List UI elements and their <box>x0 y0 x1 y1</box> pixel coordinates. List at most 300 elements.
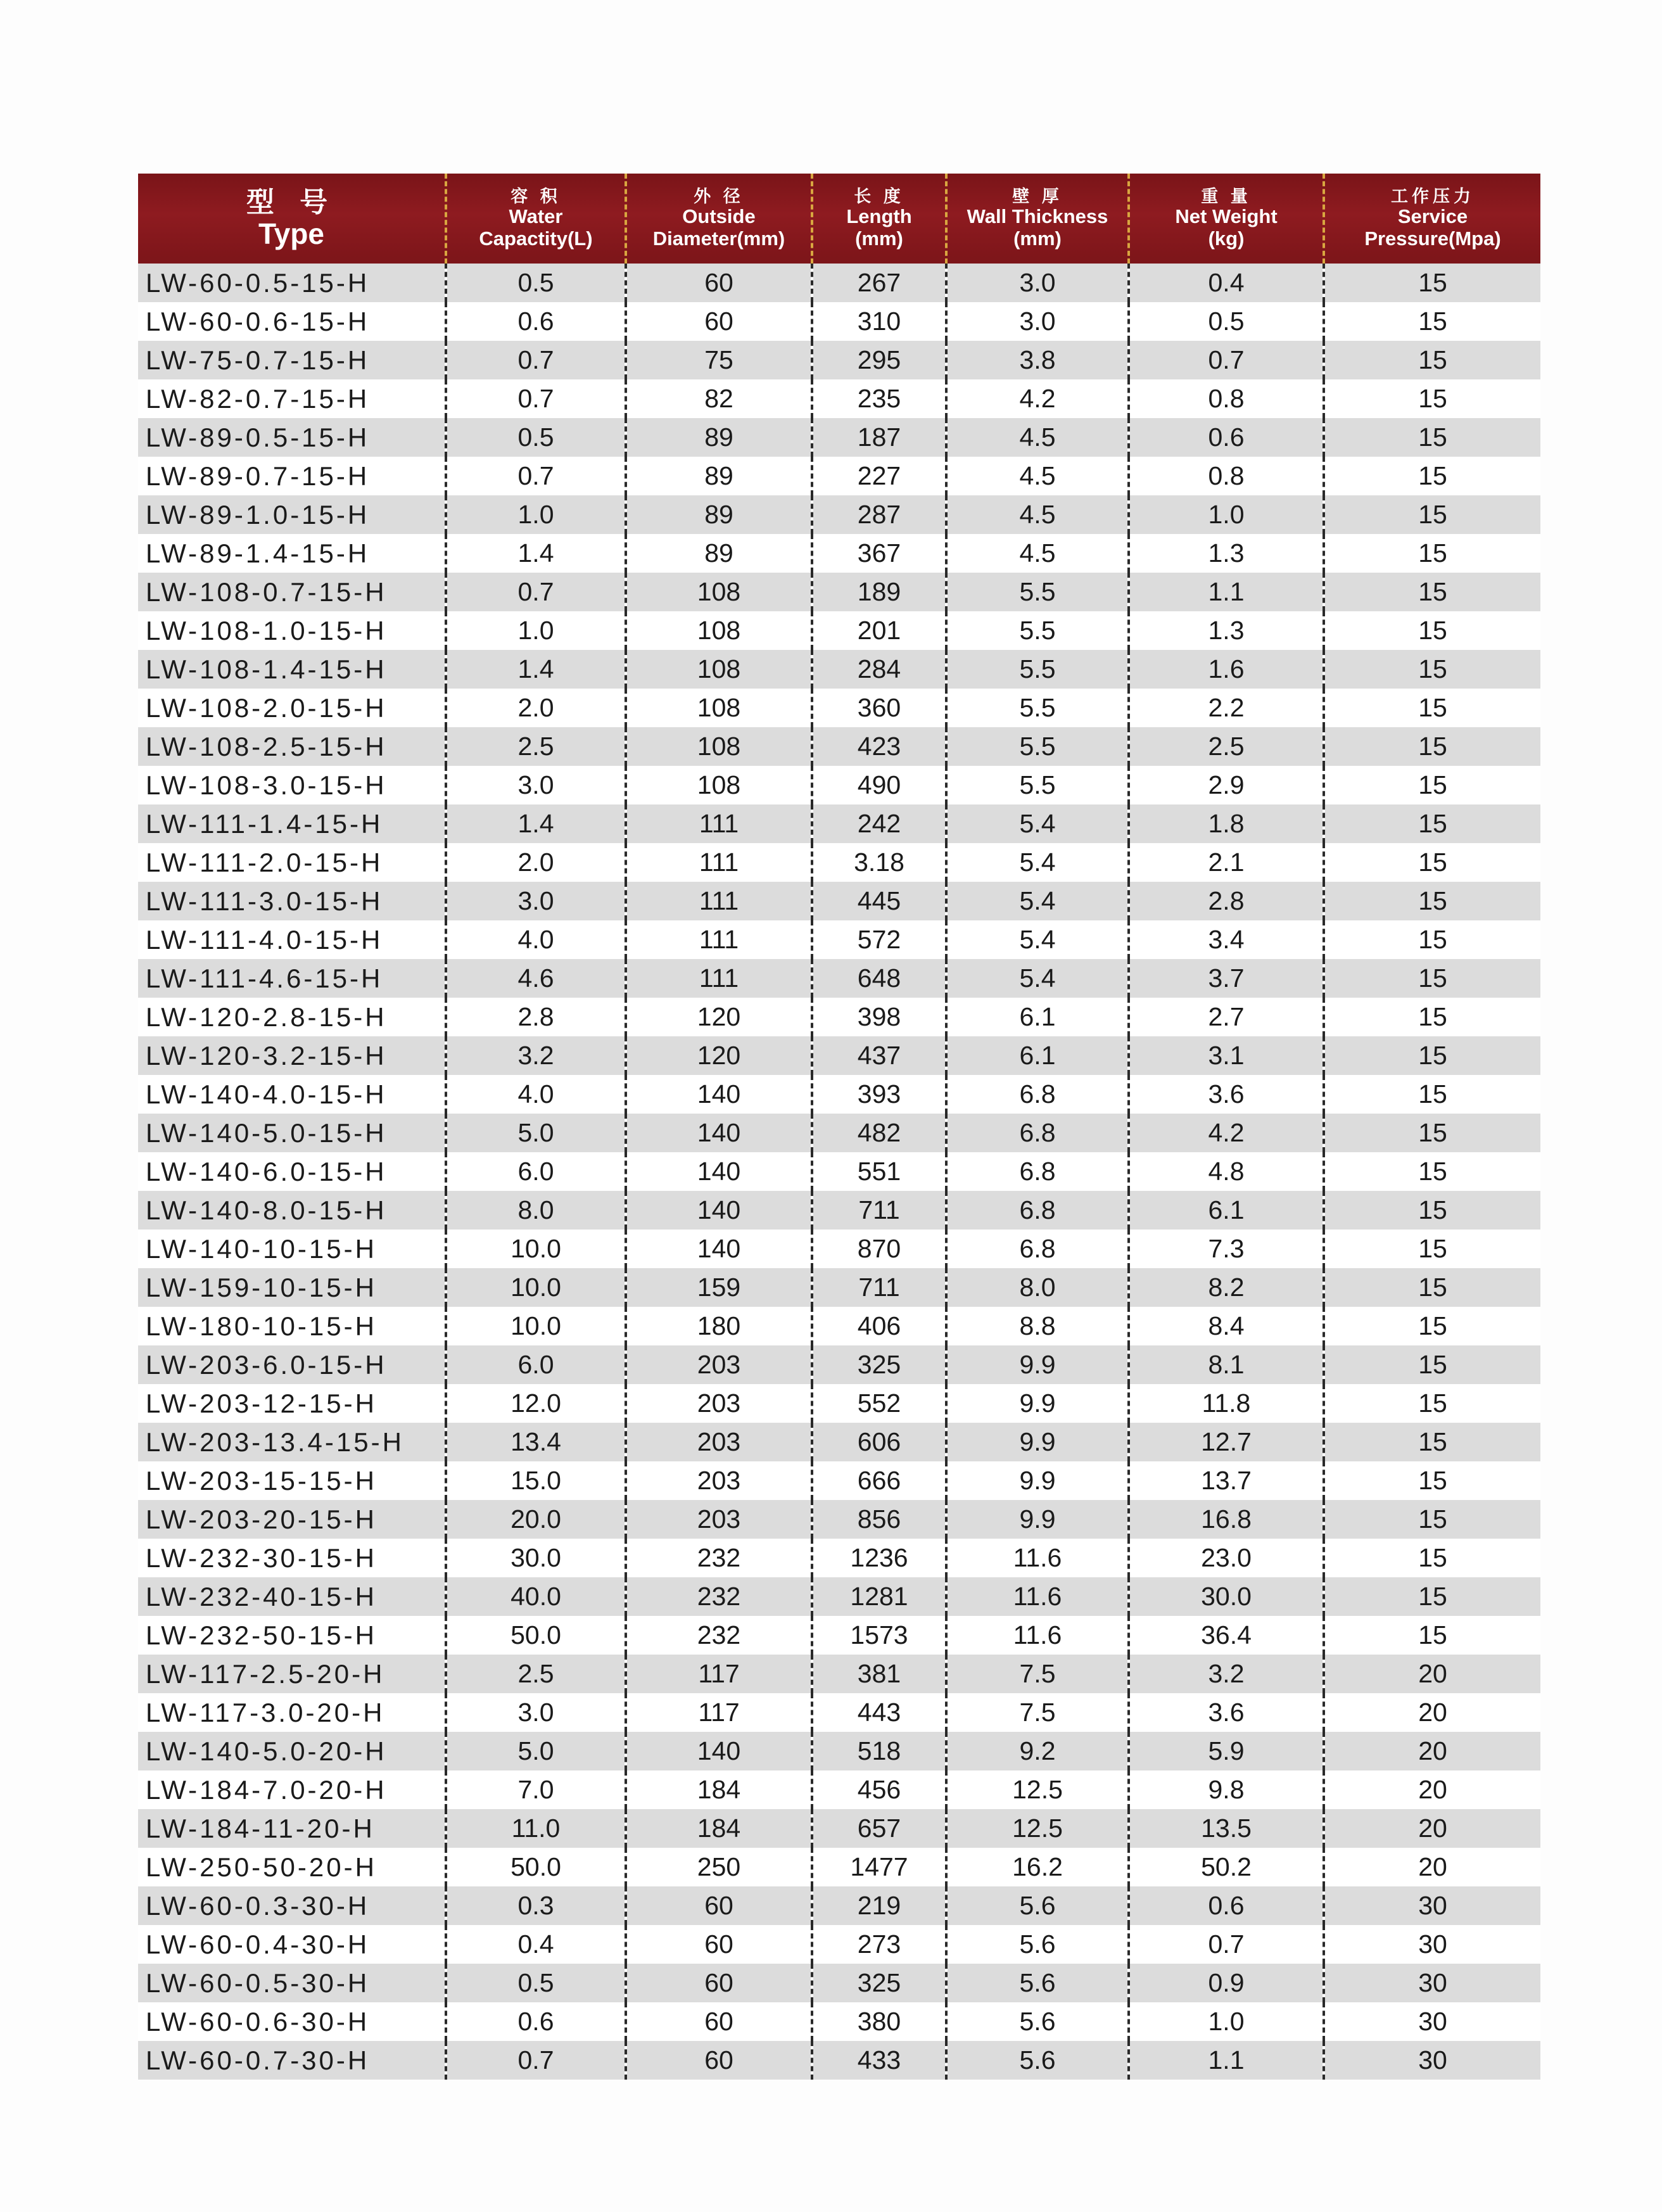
length-cell: 445 <box>812 882 946 920</box>
outside-diameter-cell: 60 <box>626 1925 812 1964</box>
outside-diameter-cell: 108 <box>626 689 812 727</box>
service-pressure-cell: 15 <box>1324 843 1540 882</box>
table-row <box>138 1461 1540 1500</box>
length-cell: 381 <box>812 1655 946 1693</box>
net-weight-cell: 1.6 <box>1129 650 1324 689</box>
wall-thickness-cell: 16.2 <box>946 1848 1129 1886</box>
header-cn: 工作压力 <box>1391 187 1475 207</box>
net-weight-cell: 2.5 <box>1129 727 1324 766</box>
water-capacity-cell: 0.7 <box>446 379 626 418</box>
service-pressure-cell: 15 <box>1324 689 1540 727</box>
service-pressure-cell: 15 <box>1324 650 1540 689</box>
wall-thickness-cell: 6.1 <box>946 998 1129 1036</box>
type-cell: LW-108-3.0-15-H <box>138 766 446 804</box>
outside-diameter-cell: 108 <box>626 611 812 650</box>
net-weight-cell: 1.3 <box>1129 534 1324 573</box>
wall-thickness-cell: 5.6 <box>946 2002 1129 2041</box>
table-row <box>138 573 1540 611</box>
wall-thickness-cell: 5.4 <box>946 920 1129 959</box>
type-cell: LW-159-10-15-H <box>138 1268 446 1307</box>
wall-thickness-cell: 5.5 <box>946 727 1129 766</box>
service-pressure-cell: 15 <box>1324 611 1540 650</box>
wall-thickness-cell: 5.5 <box>946 573 1129 611</box>
net-weight-cell: 0.6 <box>1129 1886 1324 1925</box>
wall-thickness-cell: 4.5 <box>946 418 1129 457</box>
length-cell: 380 <box>812 2002 946 2041</box>
outside-diameter-cell: 184 <box>626 1770 812 1809</box>
table-row <box>138 882 1540 920</box>
length-cell: 572 <box>812 920 946 959</box>
service-pressure-cell: 15 <box>1324 573 1540 611</box>
service-pressure-cell: 30 <box>1324 2002 1540 2041</box>
service-pressure-cell: 15 <box>1324 727 1540 766</box>
service-pressure-cell: 15 <box>1324 1075 1540 1114</box>
wall-thickness-cell: 3.0 <box>946 302 1129 341</box>
outside-diameter-cell: 203 <box>626 1423 812 1461</box>
table-row <box>138 1809 1540 1848</box>
length-cell: 551 <box>812 1152 946 1191</box>
wall-thickness-cell: 11.6 <box>946 1616 1129 1655</box>
water-capacity-cell: 0.7 <box>446 457 626 495</box>
service-pressure-cell: 15 <box>1324 1230 1540 1268</box>
net-weight-cell: 2.9 <box>1129 766 1324 804</box>
table-row <box>138 1114 1540 1152</box>
table-row <box>138 1152 1540 1191</box>
type-cell: LW-140-8.0-15-H <box>138 1191 446 1230</box>
wall-thickness-cell: 5.4 <box>946 882 1129 920</box>
service-pressure-cell: 20 <box>1324 1848 1540 1886</box>
header-cn: 长 度 <box>854 187 904 207</box>
type-cell: LW-140-10-15-H <box>138 1230 446 1268</box>
outside-diameter-cell: 140 <box>626 1114 812 1152</box>
header-en: (mm) <box>855 227 903 250</box>
length-cell: 3.18 <box>812 843 946 882</box>
length-cell: 606 <box>812 1423 946 1461</box>
wall-thickness-cell: 5.4 <box>946 804 1129 843</box>
type-cell: LW-232-50-15-H <box>138 1616 446 1655</box>
water-capacity-cell: 7.0 <box>446 1770 626 1809</box>
service-pressure-cell: 30 <box>1324 1886 1540 1925</box>
header-cn: 型 号 <box>246 186 337 218</box>
net-weight-cell: 2.7 <box>1129 998 1324 1036</box>
type-cell: LW-111-4.6-15-H <box>138 959 446 998</box>
net-weight-cell: 3.1 <box>1129 1036 1324 1075</box>
length-cell: 456 <box>812 1770 946 1809</box>
wall-thickness-cell: 5.4 <box>946 959 1129 998</box>
outside-diameter-cell: 89 <box>626 495 812 534</box>
net-weight-cell: 30.0 <box>1129 1577 1324 1616</box>
wall-thickness-cell: 4.5 <box>946 457 1129 495</box>
length-cell: 393 <box>812 1075 946 1114</box>
wall-thickness-cell: 3.0 <box>946 264 1129 302</box>
water-capacity-cell: 30.0 <box>446 1539 626 1577</box>
header-outside-diameter <box>626 174 812 264</box>
water-capacity-cell: 40.0 <box>446 1577 626 1616</box>
water-capacity-cell: 0.6 <box>446 302 626 341</box>
length-cell: 325 <box>812 1964 946 2002</box>
type-cell: LW-203-6.0-15-H <box>138 1345 446 1384</box>
water-capacity-cell: 8.0 <box>446 1191 626 1230</box>
water-capacity-cell: 0.7 <box>446 341 626 379</box>
outside-diameter-cell: 184 <box>626 1809 812 1848</box>
water-capacity-cell: 1.4 <box>446 804 626 843</box>
header-cn: 容 积 <box>511 187 561 207</box>
outside-diameter-cell: 111 <box>626 804 812 843</box>
length-cell: 423 <box>812 727 946 766</box>
type-cell: LW-89-1.0-15-H <box>138 495 446 534</box>
type-cell: LW-60-0.6-30-H <box>138 2002 446 2041</box>
header-cn: 壁 厚 <box>1012 187 1063 207</box>
table-row <box>138 264 1540 302</box>
table-row <box>138 1036 1540 1075</box>
table-row <box>138 2002 1540 2041</box>
outside-diameter-cell: 140 <box>626 1075 812 1114</box>
table-row <box>138 1423 1540 1461</box>
type-cell: LW-108-0.7-15-H <box>138 573 446 611</box>
net-weight-cell: 1.0 <box>1129 495 1324 534</box>
length-cell: 433 <box>812 2041 946 2080</box>
water-capacity-cell: 0.6 <box>446 2002 626 2041</box>
type-cell: LW-232-40-15-H <box>138 1577 446 1616</box>
wall-thickness-cell: 5.4 <box>946 843 1129 882</box>
water-capacity-cell: 10.0 <box>446 1307 626 1345</box>
water-capacity-cell: 2.0 <box>446 689 626 727</box>
water-capacity-cell: 10.0 <box>446 1268 626 1307</box>
header-en: Pressure(Mpa) <box>1364 227 1501 250</box>
wall-thickness-cell: 8.8 <box>946 1307 1129 1345</box>
net-weight-cell: 1.8 <box>1129 804 1324 843</box>
table-row <box>138 611 1540 650</box>
wall-thickness-cell: 9.9 <box>946 1345 1129 1384</box>
header-en: Water <box>509 205 563 228</box>
net-weight-cell: 8.1 <box>1129 1345 1324 1384</box>
table-row <box>138 2041 1540 2080</box>
header-net-weight <box>1129 174 1324 264</box>
length-cell: 187 <box>812 418 946 457</box>
water-capacity-cell: 50.0 <box>446 1848 626 1886</box>
length-cell: 310 <box>812 302 946 341</box>
length-cell: 1281 <box>812 1577 946 1616</box>
water-capacity-cell: 0.3 <box>446 1886 626 1925</box>
type-cell: LW-117-2.5-20-H <box>138 1655 446 1693</box>
type-cell: LW-111-1.4-15-H <box>138 804 446 843</box>
outside-diameter-cell: 111 <box>626 959 812 998</box>
table-row <box>138 1770 1540 1809</box>
table-row <box>138 1732 1540 1770</box>
net-weight-cell: 8.2 <box>1129 1268 1324 1307</box>
table-row <box>138 1886 1540 1925</box>
type-cell: LW-203-15-15-H <box>138 1461 446 1500</box>
length-cell: 437 <box>812 1036 946 1075</box>
table-row <box>138 650 1540 689</box>
service-pressure-cell: 30 <box>1324 1964 1540 2002</box>
water-capacity-cell: 0.7 <box>446 2041 626 2080</box>
length-cell: 235 <box>812 379 946 418</box>
length-cell: 284 <box>812 650 946 689</box>
service-pressure-cell: 15 <box>1324 920 1540 959</box>
water-capacity-cell: 5.0 <box>446 1114 626 1152</box>
water-capacity-cell: 2.5 <box>446 727 626 766</box>
net-weight-cell: 0.9 <box>1129 1964 1324 2002</box>
table-row <box>138 1191 1540 1230</box>
service-pressure-cell: 15 <box>1324 302 1540 341</box>
header-en: Net Weight <box>1175 205 1278 228</box>
type-cell: LW-140-4.0-15-H <box>138 1075 446 1114</box>
net-weight-cell: 2.1 <box>1129 843 1324 882</box>
service-pressure-cell: 15 <box>1324 1461 1540 1500</box>
service-pressure-cell: 15 <box>1324 1616 1540 1655</box>
net-weight-cell: 36.4 <box>1129 1616 1324 1655</box>
service-pressure-cell: 15 <box>1324 1423 1540 1461</box>
type-cell: LW-60-0.6-15-H <box>138 302 446 341</box>
net-weight-cell: 16.8 <box>1129 1500 1324 1539</box>
service-pressure-cell: 15 <box>1324 1384 1540 1423</box>
service-pressure-cell: 15 <box>1324 998 1540 1036</box>
wall-thickness-cell: 3.8 <box>946 341 1129 379</box>
wall-thickness-cell: 12.5 <box>946 1809 1129 1848</box>
water-capacity-cell: 13.4 <box>446 1423 626 1461</box>
header-en: Length <box>846 205 912 228</box>
type-cell: LW-89-1.4-15-H <box>138 534 446 573</box>
net-weight-cell: 4.2 <box>1129 1114 1324 1152</box>
service-pressure-cell: 30 <box>1324 2041 1540 2080</box>
table-row <box>138 1075 1540 1114</box>
outside-diameter-cell: 60 <box>626 2002 812 2041</box>
net-weight-cell: 8.4 <box>1129 1307 1324 1345</box>
outside-diameter-cell: 203 <box>626 1500 812 1539</box>
service-pressure-cell: 15 <box>1324 379 1540 418</box>
wall-thickness-cell: 5.5 <box>946 766 1129 804</box>
type-cell: LW-89-0.5-15-H <box>138 418 446 457</box>
type-cell: LW-111-3.0-15-H <box>138 882 446 920</box>
wall-thickness-cell: 11.6 <box>946 1539 1129 1577</box>
length-cell: 490 <box>812 766 946 804</box>
header-en: Service <box>1397 205 1468 228</box>
outside-diameter-cell: 89 <box>626 534 812 573</box>
water-capacity-cell: 15.0 <box>446 1461 626 1500</box>
water-capacity-cell: 0.4 <box>446 1925 626 1964</box>
type-cell: LW-60-0.7-30-H <box>138 2041 446 2080</box>
net-weight-cell: 1.1 <box>1129 573 1324 611</box>
water-capacity-cell: 0.5 <box>446 1964 626 2002</box>
type-cell: LW-120-3.2-15-H <box>138 1036 446 1075</box>
outside-diameter-cell: 203 <box>626 1384 812 1423</box>
service-pressure-cell: 15 <box>1324 418 1540 457</box>
service-pressure-cell: 20 <box>1324 1693 1540 1732</box>
net-weight-cell: 0.7 <box>1129 1925 1324 1964</box>
type-cell: LW-184-7.0-20-H <box>138 1770 446 1809</box>
type-cell: LW-60-0.4-30-H <box>138 1925 446 1964</box>
wall-thickness-cell: 7.5 <box>946 1655 1129 1693</box>
header-en: Outside <box>682 205 756 228</box>
outside-diameter-cell: 111 <box>626 920 812 959</box>
length-cell: 242 <box>812 804 946 843</box>
net-weight-cell: 13.7 <box>1129 1461 1324 1500</box>
net-weight-cell: 12.7 <box>1129 1423 1324 1461</box>
outside-diameter-cell: 111 <box>626 843 812 882</box>
service-pressure-cell: 15 <box>1324 1152 1540 1191</box>
type-cell: LW-60-0.3-30-H <box>138 1886 446 1925</box>
type-cell: LW-232-30-15-H <box>138 1539 446 1577</box>
length-cell: 295 <box>812 341 946 379</box>
service-pressure-cell: 15 <box>1324 1539 1540 1577</box>
length-cell: 227 <box>812 457 946 495</box>
length-cell: 367 <box>812 534 946 573</box>
length-cell: 287 <box>812 495 946 534</box>
wall-thickness-cell: 4.5 <box>946 495 1129 534</box>
net-weight-cell: 9.8 <box>1129 1770 1324 1809</box>
header-en: Capactity(L) <box>479 227 593 250</box>
type-cell: LW-111-2.0-15-H <box>138 843 446 882</box>
table-row <box>138 766 1540 804</box>
outside-diameter-cell: 60 <box>626 1964 812 2002</box>
table-row <box>138 457 1540 495</box>
wall-thickness-cell: 5.6 <box>946 1964 1129 2002</box>
header-en: (mm) <box>1013 227 1062 250</box>
service-pressure-cell: 15 <box>1324 457 1540 495</box>
service-pressure-cell: 20 <box>1324 1732 1540 1770</box>
outside-diameter-cell: 140 <box>626 1732 812 1770</box>
length-cell: 189 <box>812 573 946 611</box>
service-pressure-cell: 20 <box>1324 1770 1540 1809</box>
water-capacity-cell: 3.2 <box>446 1036 626 1075</box>
water-capacity-cell: 20.0 <box>446 1500 626 1539</box>
type-cell: LW-117-3.0-20-H <box>138 1693 446 1732</box>
type-cell: LW-108-1.4-15-H <box>138 650 446 689</box>
wall-thickness-cell: 12.5 <box>946 1770 1129 1809</box>
header-water-capacity <box>446 174 626 264</box>
net-weight-cell: 50.2 <box>1129 1848 1324 1886</box>
cylinder-spec-table <box>138 174 1540 2080</box>
wall-thickness-cell: 6.8 <box>946 1191 1129 1230</box>
type-cell: LW-60-0.5-30-H <box>138 1964 446 2002</box>
water-capacity-cell: 3.0 <box>446 1693 626 1732</box>
type-cell: LW-140-5.0-15-H <box>138 1114 446 1152</box>
table-row <box>138 1964 1540 2002</box>
outside-diameter-cell: 108 <box>626 650 812 689</box>
outside-diameter-cell: 108 <box>626 573 812 611</box>
net-weight-cell: 0.8 <box>1129 379 1324 418</box>
header-en: Diameter(mm) <box>652 227 785 250</box>
length-cell: 648 <box>812 959 946 998</box>
length-cell: 398 <box>812 998 946 1036</box>
table-header <box>138 174 1540 264</box>
outside-diameter-cell: 60 <box>626 264 812 302</box>
outside-diameter-cell: 117 <box>626 1655 812 1693</box>
length-cell: 518 <box>812 1732 946 1770</box>
wall-thickness-cell: 5.5 <box>946 650 1129 689</box>
net-weight-cell: 23.0 <box>1129 1539 1324 1577</box>
table-row <box>138 727 1540 766</box>
water-capacity-cell: 6.0 <box>446 1152 626 1191</box>
table-row <box>138 1848 1540 1886</box>
service-pressure-cell: 15 <box>1324 1307 1540 1345</box>
type-cell: LW-184-11-20-H <box>138 1809 446 1848</box>
header-en: Type <box>258 217 324 250</box>
type-cell: LW-203-13.4-15-H <box>138 1423 446 1461</box>
net-weight-cell: 2.2 <box>1129 689 1324 727</box>
net-weight-cell: 5.9 <box>1129 1732 1324 1770</box>
type-cell: LW-140-5.0-20-H <box>138 1732 446 1770</box>
type-cell: LW-108-2.5-15-H <box>138 727 446 766</box>
length-cell: 201 <box>812 611 946 650</box>
length-cell: 666 <box>812 1461 946 1500</box>
outside-diameter-cell: 89 <box>626 418 812 457</box>
type-cell: LW-111-4.0-15-H <box>138 920 446 959</box>
table-row <box>138 495 1540 534</box>
table-row <box>138 534 1540 573</box>
wall-thickness-cell: 6.8 <box>946 1152 1129 1191</box>
service-pressure-cell: 15 <box>1324 1268 1540 1307</box>
net-weight-cell: 3.4 <box>1129 920 1324 959</box>
type-cell: LW-203-20-15-H <box>138 1500 446 1539</box>
net-weight-cell: 1.1 <box>1129 2041 1324 2080</box>
wall-thickness-cell: 9.9 <box>946 1500 1129 1539</box>
header-length <box>812 174 946 264</box>
outside-diameter-cell: 75 <box>626 341 812 379</box>
water-capacity-cell: 0.7 <box>446 573 626 611</box>
net-weight-cell: 0.6 <box>1129 418 1324 457</box>
header-cn: 外 径 <box>694 187 744 207</box>
net-weight-cell: 3.6 <box>1129 1075 1324 1114</box>
wall-thickness-cell: 4.2 <box>946 379 1129 418</box>
net-weight-cell: 7.3 <box>1129 1230 1324 1268</box>
outside-diameter-cell: 108 <box>626 766 812 804</box>
length-cell: 482 <box>812 1114 946 1152</box>
header-en: Wall Thickness <box>967 205 1108 228</box>
service-pressure-cell: 15 <box>1324 264 1540 302</box>
length-cell: 856 <box>812 1500 946 1539</box>
net-weight-cell: 3.2 <box>1129 1655 1324 1693</box>
outside-diameter-cell: 60 <box>626 1886 812 1925</box>
water-capacity-cell: 2.8 <box>446 998 626 1036</box>
water-capacity-cell: 2.0 <box>446 843 626 882</box>
wall-thickness-cell: 8.0 <box>946 1268 1129 1307</box>
outside-diameter-cell: 180 <box>626 1307 812 1345</box>
table-row <box>138 1345 1540 1384</box>
outside-diameter-cell: 60 <box>626 302 812 341</box>
wall-thickness-cell: 6.1 <box>946 1036 1129 1075</box>
header-type <box>138 174 446 264</box>
outside-diameter-cell: 203 <box>626 1461 812 1500</box>
type-cell: LW-250-50-20-H <box>138 1848 446 1886</box>
wall-thickness-cell: 6.8 <box>946 1075 1129 1114</box>
water-capacity-cell: 0.5 <box>446 264 626 302</box>
service-pressure-cell: 15 <box>1324 804 1540 843</box>
water-capacity-cell: 4.6 <box>446 959 626 998</box>
water-capacity-cell: 3.0 <box>446 766 626 804</box>
wall-thickness-cell: 7.5 <box>946 1693 1129 1732</box>
length-cell: 406 <box>812 1307 946 1345</box>
table-row <box>138 920 1540 959</box>
header-service-pressure <box>1324 174 1540 264</box>
length-cell: 325 <box>812 1345 946 1384</box>
wall-thickness-cell: 5.6 <box>946 1886 1129 1925</box>
net-weight-cell: 6.1 <box>1129 1191 1324 1230</box>
table-row <box>138 379 1540 418</box>
service-pressure-cell: 15 <box>1324 766 1540 804</box>
type-cell: LW-140-6.0-15-H <box>138 1152 446 1191</box>
service-pressure-cell: 20 <box>1324 1809 1540 1848</box>
type-cell: LW-203-12-15-H <box>138 1384 446 1423</box>
length-cell: 219 <box>812 1886 946 1925</box>
service-pressure-cell: 15 <box>1324 534 1540 573</box>
header-cn: 重 量 <box>1201 187 1252 207</box>
water-capacity-cell: 50.0 <box>446 1616 626 1655</box>
water-capacity-cell: 5.0 <box>446 1732 626 1770</box>
type-cell: LW-108-2.0-15-H <box>138 689 446 727</box>
length-cell: 1573 <box>812 1616 946 1655</box>
